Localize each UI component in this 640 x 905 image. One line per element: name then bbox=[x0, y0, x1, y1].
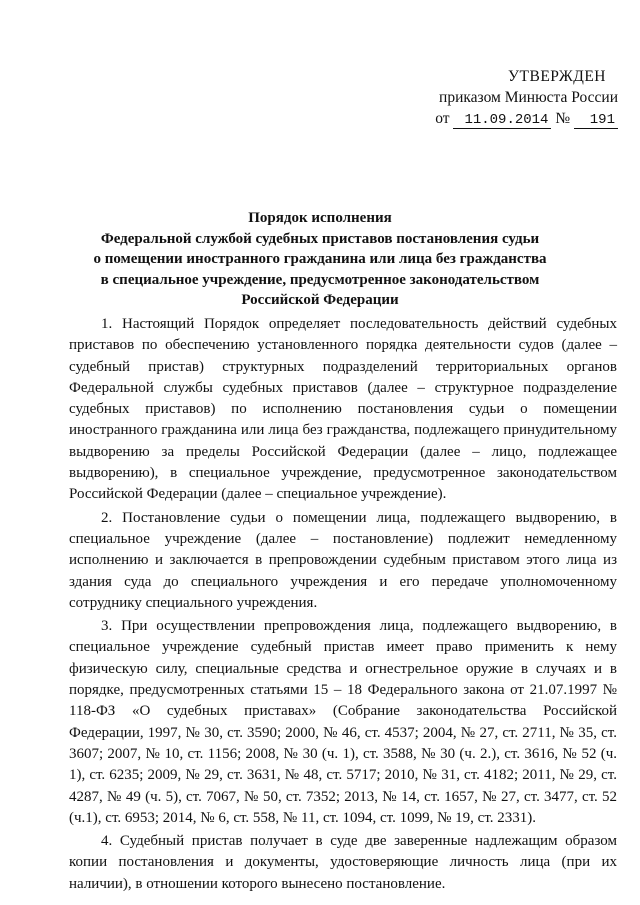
title-line-2: Федеральной службой судебных приставов постановления судьи bbox=[100, 230, 540, 247]
paragraph-3: 3. При осуществлении препровождения лица, подлежащего выдворению, в специальное учреждение судебный пристав имеет право применить к нему физическую силу, специальные средства и огнестрельное оружие в случаях и в порядке, предусмотренных статьями 15 – 18 Федерального закона от 21.07.1997 № 118-ФЗ «О судебных приставах» (Собрание законодательства Российской Федерации, 1997, № 30, ст. 3590; 2000, № 46, ст. 4537; 2004, № 27, ст. 2711, № 35, ст. 3607; 2007, № 10, ст. 1156; 2008, № 30 (ч. 1), ст. 3588, № 30 (ч. 2.), ст. 3616, № 52 (ч. 1), ст. 6235; 2009, № 29, ст. 3631, № 48, ст. 5717; 2010, № 31, ст. 4182; 2011, № 29, ст. 4287, № 49 (ч. 5), ст. 7067, № 50, ст. 7352; 2013, № 14, ст. 1657, № 27, ст. 3477, ст. 52 (ч.1), ст. 6953; 2014, № 6, ст. 558, № 11, ст. 1094, ст. 1099, № 19, ст. 2331). bbox=[69, 618, 617, 826]
paragraph-2: 2. Постановление судьи о помещении лица, подлежащего выдворению, в специальное учреждение (далее – постановление) подлежит немедленному исполнению и заключается в препровождении судебным приставом этого лица из здания суда до специального учреждения и его передаче уполномоченному сотруднику специального учреждения. bbox=[69, 509, 617, 611]
approval-date-line bbox=[428, 108, 618, 129]
document-title bbox=[80, 208, 560, 311]
approval-date: 11.09.2014 bbox=[453, 112, 551, 129]
approval-stamp: УТВЕРЖДЕН bbox=[508, 68, 606, 85]
approval-number: 191 bbox=[574, 112, 618, 129]
title-line-5: Российской Федерации bbox=[241, 292, 399, 308]
paragraph-1: 1. Настоящий Порядок определяет последовательность действий судебных приставов по обеспечению установленного порядка деятельности судов (далее – судебный пристав) структурных подразделений территориальных органов Федеральной службы судебных приставов (далее – структурное подразделение судебных приставов) по исполнению постановления судьи о помещении иностранного гражданина или лица без гражданства, подлежащего принудительному выдворению за пределы Российской Федерации (далее – лицо, подлежащее выдворению), в специальное учреждение, предусмотренное законодательством Российской Федерации (далее – специальное учреждение). bbox=[69, 316, 617, 503]
title-line-1: Порядок исполнения bbox=[248, 210, 392, 226]
date-prefix: от bbox=[435, 110, 450, 127]
number-prefix: № bbox=[555, 110, 571, 127]
title-line-3: о помещении иностранного гражданина или лица без гражданства bbox=[93, 251, 547, 267]
paragraph-4: 4. Судебный пристав получает в суде две заверенные надлежащим образом копии постановления и документы, удостоверяющие личность лица (при их наличии), в отношении которого вынесено постановление. bbox=[69, 833, 617, 892]
title-line-4: в специальное учреждение, предусмотренное законодательством bbox=[100, 271, 540, 288]
approval-order-line: приказом Минюста России bbox=[439, 89, 618, 106]
approval-block bbox=[428, 66, 618, 129]
document-body bbox=[69, 314, 617, 897]
